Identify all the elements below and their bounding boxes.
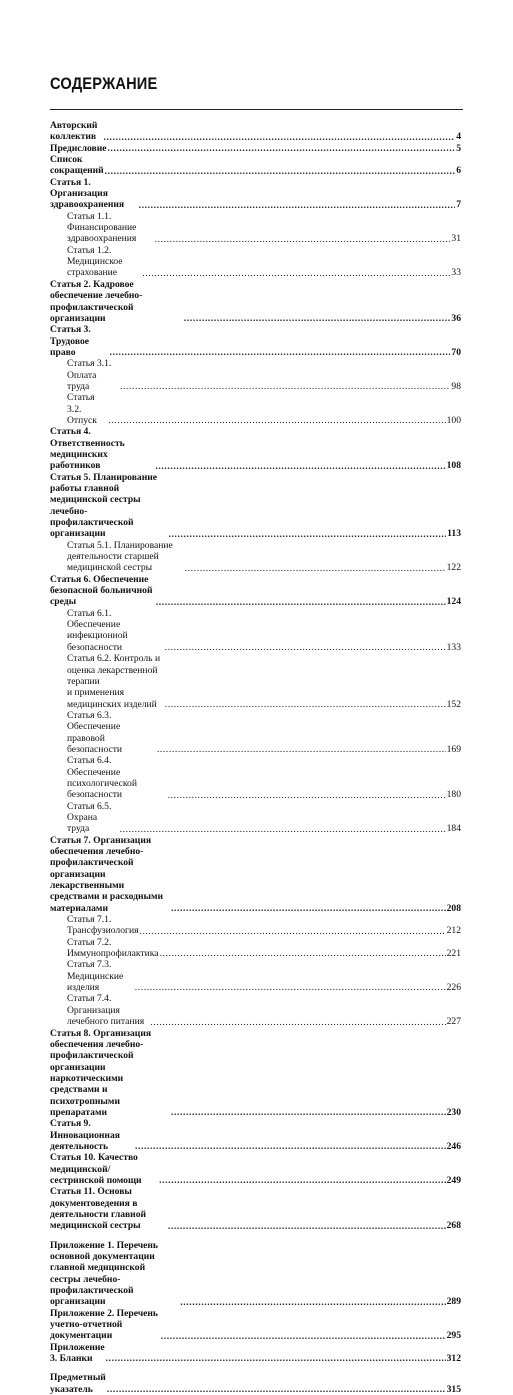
toc-entry-label: Приложение 1. Перечень основной документации главной медицинской сестры лечебно-профилактической организации [50, 1239, 159, 1308]
toc-entry-label: Приложение 2. Перечень учетно-отчетной документации [50, 1307, 159, 1342]
toc-entry-label: Список сокращений [50, 154, 104, 177]
toc-entry [50, 1028, 461, 1119]
toc-entry-label: Статья 1.2. Медицинское страхование [67, 244, 123, 279]
toc-entry-page-number: 169 [446, 743, 461, 755]
toc-entry [50, 1186, 461, 1231]
toc-entry-label: Предисловие [50, 142, 107, 154]
toc-leader-dots [184, 313, 451, 322]
toc-entry-label: Приложение 3. Бланки [50, 1341, 105, 1365]
toc-leader-dots [156, 597, 446, 606]
toc-entry-page-number: 246 [446, 1140, 461, 1152]
toc-entry-label: Статья 6.4. Обеспечение психологической безопасности [67, 755, 137, 801]
toc-leader-dots [171, 1107, 446, 1116]
toc-subentry [50, 211, 461, 245]
toc-leader-dots [107, 1384, 446, 1393]
toc-entry-page-number: 184 [446, 823, 461, 835]
toc-leader-dots [135, 1141, 446, 1150]
toc-entry-label: Статья 3.2. Отпуск [67, 392, 97, 426]
toc-subentry [50, 710, 461, 755]
toc-leader-dots [120, 824, 446, 833]
toc-leader-dots [165, 642, 446, 651]
toc-entry [50, 426, 461, 471]
toc-leader-dots [150, 1017, 445, 1026]
toc-entry-page-number: 31 [451, 233, 461, 245]
toc-entry [50, 1240, 461, 1308]
toc-entry-label: Статья 6.5. Охрана труда [67, 800, 112, 835]
toc-entry [50, 143, 461, 154]
toc-entry-page-number: 180 [446, 789, 461, 801]
toc-entry-label: Статья 7.4. Организация лечебного питания [67, 993, 145, 1028]
toc-entry-page-number: 152 [446, 698, 461, 710]
toc-entry-label: Статья 1.1. Финансирование здравоохранения [67, 210, 137, 245]
toc-entry-label: Статья 2. Кадровое обеспечение лечебно-профилактической организации [50, 278, 143, 324]
toc-entry-page-number: 133 [446, 641, 461, 653]
toc-entry [50, 279, 461, 324]
toc-leader-dots [185, 563, 446, 572]
toc-entry [50, 1342, 461, 1365]
toc-entry [50, 835, 461, 914]
toc-entry-label: Статья 4. Ответственность медицинских работников [50, 426, 125, 472]
toc-entry-label: Статья 6.2. Контроль и оценка лекарственной терапии и применения медицинских изделий [67, 653, 161, 710]
toc-entry-page-number: 312 [446, 1353, 461, 1365]
toc-leader-dots [168, 1221, 446, 1230]
toc-leader-dots [139, 200, 456, 209]
toc-leader-dots [107, 143, 455, 152]
toc-entry-page-number: 295 [446, 1330, 461, 1342]
toc-entry-page-number: 289 [446, 1296, 461, 1308]
toc-entry-label: Статья 1. Организация здравоохранения [50, 176, 125, 211]
toc-leader-dots [157, 744, 446, 753]
toc-leader-dots [155, 234, 451, 243]
toc-entry-page-number: 249 [446, 1174, 461, 1186]
toc-leader-dots [160, 948, 446, 957]
toc-entry-page-number: 70 [451, 346, 461, 358]
title-divider [50, 109, 463, 110]
toc-entry-page-number: 230 [446, 1106, 461, 1118]
toc-entry-page-number: 315 [446, 1383, 461, 1395]
toc-entry-page-number: 108 [446, 460, 461, 472]
toc-entry-label: Статья 10. Качество медицинской/сестринской помощи [50, 1152, 142, 1186]
toc-entry-label: Статья 7.3. Медицинские изделия [67, 959, 124, 994]
toc-entry-label: Статья 6.3. Обеспечение правовой безопасности [67, 709, 123, 755]
toc-subentry [50, 608, 461, 653]
toc-entry-label: Статья 6.1. Обеспечение инфекционной безопасности [67, 607, 128, 653]
table-of-contents [50, 120, 461, 1395]
toc-entry-label: Авторский коллектив [50, 120, 98, 143]
toc-leader-dots [161, 1331, 446, 1340]
toc-entry [50, 120, 461, 143]
toc-entry-page-number: 4 [456, 131, 461, 143]
toc-entry-page-number: 33 [451, 267, 461, 279]
toc-entry-page-number: 5 [456, 142, 461, 154]
toc-entry-page-number: 227 [446, 1016, 461, 1028]
toc-entry-label: Статья 3. Трудовое право [50, 324, 91, 358]
toc-entry-label: Статья 7.2. Иммунопрофилактика [67, 936, 159, 960]
toc-entry-page-number: 221 [446, 948, 461, 960]
toc-leader-dots [165, 699, 446, 708]
toc-leader-dots [106, 1353, 446, 1362]
toc-leader-dots [140, 926, 446, 935]
toc-entry-page-number: 7 [456, 199, 461, 211]
toc-entry-label: Статья 7. Организация обеспечения лечебно-профилактической организации лекарственными средствами и расходными материалами [50, 834, 164, 914]
toc-entry-page-number: 36 [451, 312, 461, 324]
toc-entry [50, 1118, 461, 1152]
toc-entry-label: Статья 6. Обеспечение безопасной больничной среды [50, 573, 153, 608]
toc-leader-dots [171, 903, 446, 912]
toc-subentry [50, 392, 461, 426]
page-title: СОДЕРЖАНИЕ [50, 74, 158, 93]
toc-subentry [50, 540, 461, 574]
toc-entry [50, 1152, 461, 1186]
toc-leader-dots [142, 268, 450, 277]
toc-leader-dots [155, 461, 445, 470]
toc-entry-label: Статья 7.1. Трансфузиология [67, 914, 139, 937]
toc-entry [50, 324, 461, 358]
toc-entry-label: Статья 5.1. Планирование деятельности старшей медицинской сестры [67, 539, 173, 574]
toc-leader-dots [180, 1297, 445, 1306]
toc-entry-page-number: 6 [456, 165, 461, 177]
toc-leader-dots [120, 381, 450, 390]
toc-subentry [50, 245, 461, 279]
toc-entry-page-number: 226 [446, 982, 461, 994]
toc-subentry [50, 801, 461, 835]
toc-entry-page-number: 98 [451, 380, 461, 392]
toc-entry-page-number: 100 [446, 414, 461, 426]
toc-entry-label: Статья 11. Основы документоведения в деятельности главной медицинской сестры [50, 1186, 147, 1232]
toc-leader-dots [159, 1175, 446, 1184]
toc-subentry [50, 653, 461, 710]
toc-leader-dots [104, 132, 456, 141]
toc-subentry [50, 959, 461, 993]
toc-entry-page-number: 268 [446, 1220, 461, 1232]
toc-entry [50, 574, 461, 608]
toc-entry-label: Статья 5. Планирование работы главной медицинской сестры лечебно-профилактической организации [50, 471, 158, 540]
toc-entry-label: Статья 8. Организация обеспечения лечебно-профилактической организации наркотическими средствами и психотропными препаратами [50, 1027, 152, 1118]
toc-entry [50, 177, 461, 211]
toc-subentry [50, 937, 461, 960]
toc-leader-dots [135, 982, 446, 991]
toc-leader-dots [110, 347, 451, 356]
toc-subentry [50, 358, 461, 392]
toc-subentry [50, 914, 461, 937]
toc-leader-dots [168, 790, 446, 799]
toc-leader-dots [105, 166, 456, 175]
toc-entry-page-number: 122 [446, 562, 461, 574]
toc-entry [50, 1308, 461, 1342]
toc-entry-page-number: 208 [446, 902, 461, 914]
toc-subentry [50, 993, 461, 1027]
toc-entry-label: Статья 9. Инновационная деятельность [50, 1118, 120, 1152]
toc-entry-page-number: 113 [447, 528, 461, 540]
toc-entry-page-number: 124 [446, 596, 461, 608]
toc-entry-page-number: 212 [446, 925, 461, 937]
toc-leader-dots [108, 415, 445, 424]
toc-entry [50, 154, 461, 177]
toc-entry-label: Предметный указатель [50, 1372, 106, 1395]
toc-entry [50, 1372, 461, 1395]
toc-leader-dots [169, 529, 447, 538]
toc-subentry [50, 755, 461, 800]
toc-entry-label: Статья 3.1. Оплата труда [67, 358, 112, 392]
toc-entry [50, 472, 461, 540]
